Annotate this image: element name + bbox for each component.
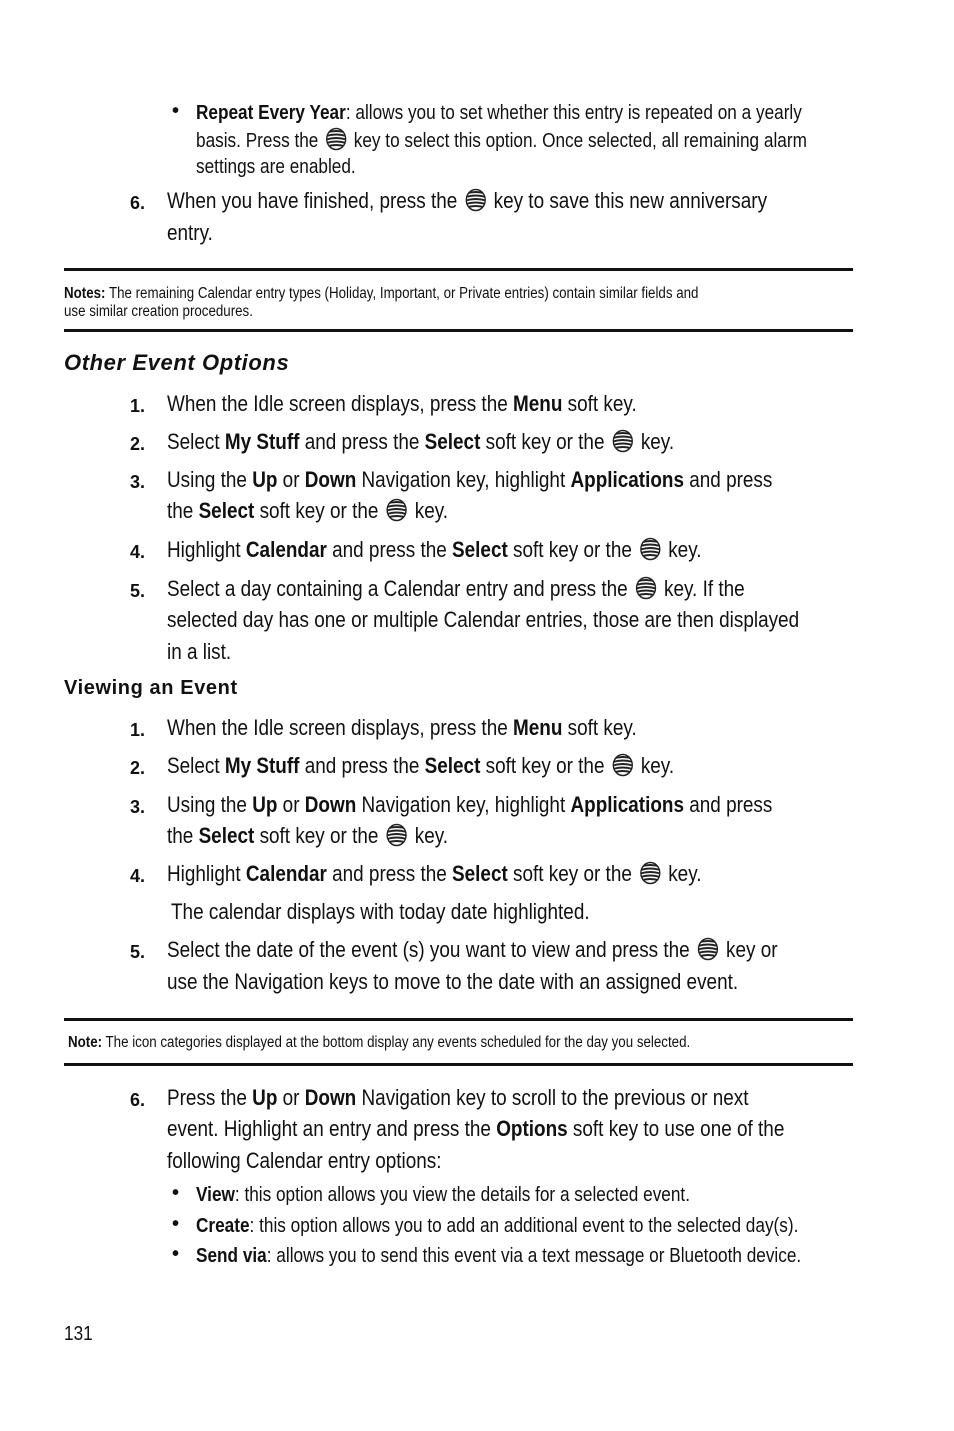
oe-step4: Highlight Calendar and press the Select soft key or the key. bbox=[167, 537, 702, 562]
step-number: 2. bbox=[130, 758, 146, 778]
intro-bullet-line2: basis. Press the key to select this option. Once selected, all remaining alarm bbox=[196, 127, 906, 154]
step6-line3: following Calendar entry options: bbox=[167, 1148, 442, 1173]
ve-step4: Highlight Calendar and press the Select soft key or the key. bbox=[167, 861, 702, 886]
intro-bullet-line1: Repeat Every Year: allows you to set whether this entry is repeated on a yearly bbox=[196, 102, 802, 124]
note-bottom-rule bbox=[64, 1063, 853, 1066]
note-text: Note: The icon categories displayed at the bottom display any events scheduled for the day you selected. bbox=[68, 1034, 691, 1051]
step-number: 3. bbox=[130, 797, 146, 817]
bullet-send-via: Send via: allows you to send this event via a text message or Bluetooth device. bbox=[196, 1245, 802, 1267]
ve-step5-line2: use the Navigation keys to move to the date with an assigned event. bbox=[167, 969, 739, 994]
att-key-icon bbox=[325, 127, 347, 151]
step-number: 6. bbox=[130, 193, 146, 213]
att-key-icon bbox=[385, 498, 407, 522]
repeat-every-year-term: Repeat Every Year bbox=[196, 102, 346, 124]
note-top-rule bbox=[64, 1018, 853, 1021]
bullet-dot: • bbox=[172, 1243, 180, 1265]
bullet-dot: • bbox=[172, 1182, 180, 1204]
step-number: 4. bbox=[130, 542, 146, 562]
page-number: 131 bbox=[64, 1323, 93, 1345]
att-key-icon bbox=[611, 753, 633, 777]
section-title-other-event-options: Other Event Options bbox=[64, 350, 290, 375]
step-number: 5. bbox=[130, 581, 146, 601]
oe-step5-line3: in a list. bbox=[167, 639, 232, 664]
section-title-viewing-an-event: Viewing an Event bbox=[64, 677, 238, 699]
bullet-view: View: this option allows you view the details for a selected event. bbox=[196, 1184, 690, 1206]
bullet-create: Create: this option allows you to add an additional event to the selected day(s). bbox=[196, 1215, 799, 1237]
note-bottom-rule bbox=[64, 329, 853, 332]
notes-text-line2: use similar creation procedures. bbox=[64, 303, 253, 320]
att-key-icon bbox=[639, 861, 661, 885]
step-number: 1. bbox=[130, 396, 146, 416]
ve-step2: Select My Stuff and press the Select soft key or the key. bbox=[167, 753, 675, 778]
bullet-dot: • bbox=[172, 1213, 180, 1235]
note-top-rule bbox=[64, 268, 853, 271]
att-key-icon bbox=[635, 576, 657, 600]
step-number: 5. bbox=[130, 942, 146, 962]
att-key-icon bbox=[611, 429, 633, 453]
bullet-dot: • bbox=[172, 100, 180, 122]
att-key-icon bbox=[697, 937, 719, 961]
step-number: 6. bbox=[130, 1090, 146, 1110]
step-number: 3. bbox=[130, 472, 146, 492]
att-key-icon bbox=[464, 188, 486, 212]
intro-bullet-line3: settings are enabled. bbox=[196, 156, 356, 178]
intro-step6-line2: entry. bbox=[167, 220, 213, 245]
step-number: 2. bbox=[130, 434, 146, 454]
ve-step5-line1: Select the date of the event (s) you want to view and press the key or bbox=[167, 937, 778, 962]
oe-step2: Select My Stuff and press the Select soft key or the key. bbox=[167, 429, 675, 454]
ve-step3-line2: the Select soft key or the key. bbox=[167, 823, 449, 848]
oe-step1: When the Idle screen displays, press the Menu soft key. bbox=[167, 391, 637, 416]
step6-line1: Press the Up or Down Navigation key to scroll to the previous or next bbox=[167, 1085, 749, 1110]
ve-step3-line1: Using the Up or Down Navigation key, highlight Applications and press bbox=[167, 792, 773, 817]
att-key-icon bbox=[385, 823, 407, 847]
att-key-icon bbox=[639, 537, 661, 561]
oe-step3-line2: the Select soft key or the key. bbox=[167, 498, 449, 523]
oe-step3-line1: Using the Up or Down Navigation key, highlight Applications and press bbox=[167, 467, 773, 492]
step-number: 4. bbox=[130, 866, 146, 886]
ve-step4-sub: The calendar displays with today date highlighted. bbox=[171, 899, 590, 924]
step6-line2: event. Highlight an entry and press the Options soft key to use one of the bbox=[167, 1116, 785, 1141]
intro-step6-line1: When you have finished, press the key to save this new anniversary bbox=[167, 188, 768, 213]
ve-step1: When the Idle screen displays, press the Menu soft key. bbox=[167, 715, 637, 740]
notes-text-line1: Notes: The remaining Calendar entry types (Holiday, Important, or Private entries) contain similar fields and bbox=[64, 285, 699, 302]
oe-step5-line2: selected day has one or multiple Calendar entries, those are then displayed bbox=[167, 607, 800, 632]
oe-step5-line1: Select a day containing a Calendar entry and press the key. If the bbox=[167, 576, 745, 601]
step-number: 1. bbox=[130, 720, 146, 740]
